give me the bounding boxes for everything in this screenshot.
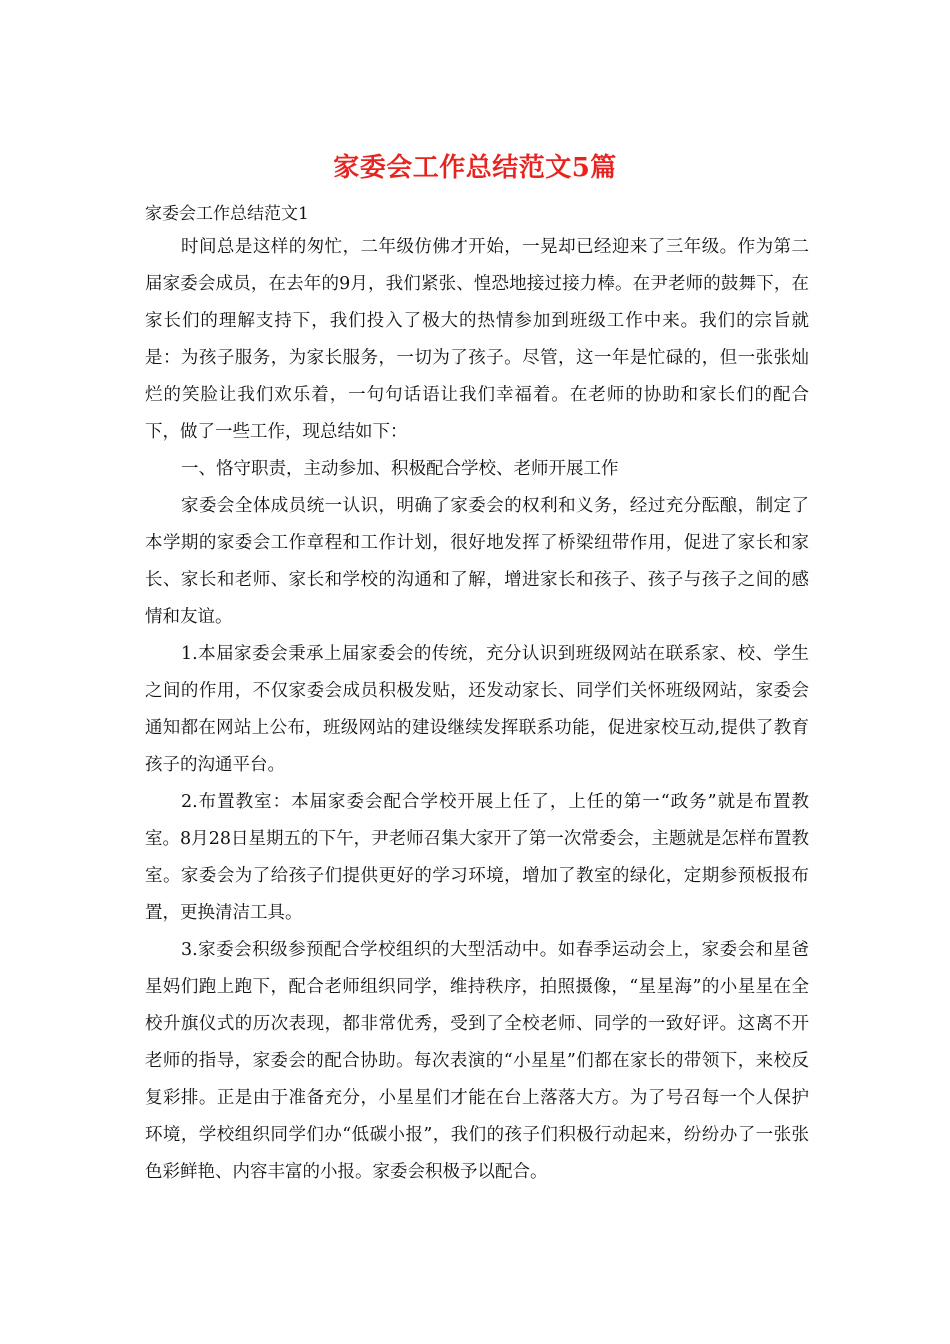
paragraph-intro: 时间总是这样的匆忙，二年级仿佛才开始，一晃却已经迎来了三年级。作为第二届家委会成员，在去年的9月，我们紧张、惶恐地接过接力棒。在尹老师的鼓舞下，在家长们的理解支持下，我们投入了极大的热情参加到班级工作中来。我们的宗旨就是：为孩子服务，为家长服务，一切为了孩子。尽管，这一年是忙碌的，但一张张灿烂的笑脸让我们欢乐着，一句句话语让我们幸福着。在老师的协助和家长们的配合下，做了一些工作，现总结如下： — [145, 237, 809, 442]
paragraph-section-heading: 一、恪守职责，主动参加、积极配合学校、老师开展工作 — [181, 459, 619, 479]
paragraph-committee: 家委会全体成员统一认识，明确了家委会的权利和义务，经过充分酝酿，制定了本学期的家委会工作章程和工作计划，很好地发挥了桥梁纽带作用，促进了家长和家长、家长和老师、家长和学校的沟通和了解，增进家长和孩子、孩子与孩子之间的感情和友谊。 — [145, 496, 809, 627]
document-title: 家委会工作总结范文5篇 — [333, 153, 617, 183]
paragraph-item-1: 1.本届家委会秉承上届家委会的传统，充分认识到班级网站在联系家、校、学生之间的作用，不仅家委会成员积极发贴，还发动家长、同学们关怀班级网站，家委会通知都在网站上公布，班级网站的建设继续发挥联系功能，促进家校互动,提供了教育孩子的沟通平台。 — [145, 644, 809, 775]
section-heading: 家委会工作总结范文1 — [145, 204, 309, 224]
document-body — [145, 229, 809, 1191]
paragraph-item-3: 3.家委会积级参预配合学校组织的大型活动中。如春季运动会上，家委会和星爸星妈们跑上跑下，配合老师组织同学，维持秩序，拍照摄像，“星星海”的小星星在全校升旗仪式的历次表现，都非常优秀，受到了全校老师、同学的一致好评。这离不开老师的指导，家委会的配合协助。每次表演的“小星星”们都在家长的带领下，来校反复彩排。正是由于准备充分，小星星们才能在台上落落大方。为了号召每一个人保护环境，学校组织同学们办“低碳小报”，我们的孩子们积极行动起来，纷纷办了一张张色彩鲜艳、内容丰富的小报。家委会积极予以配合。 — [145, 940, 809, 1182]
paragraph-item-2: 2.布置教室：本届家委会配合学校开展上任了，上任的第一“政务”就是布置教室。8月28日星期五的下午，尹老师召集大家开了第一次常委会，主题就是怎样布置教室。家委会为了给孩子们提供更好的学习环境，增加了教室的绿化，定期参预板报布置，更换清洁工具。 — [145, 792, 809, 923]
